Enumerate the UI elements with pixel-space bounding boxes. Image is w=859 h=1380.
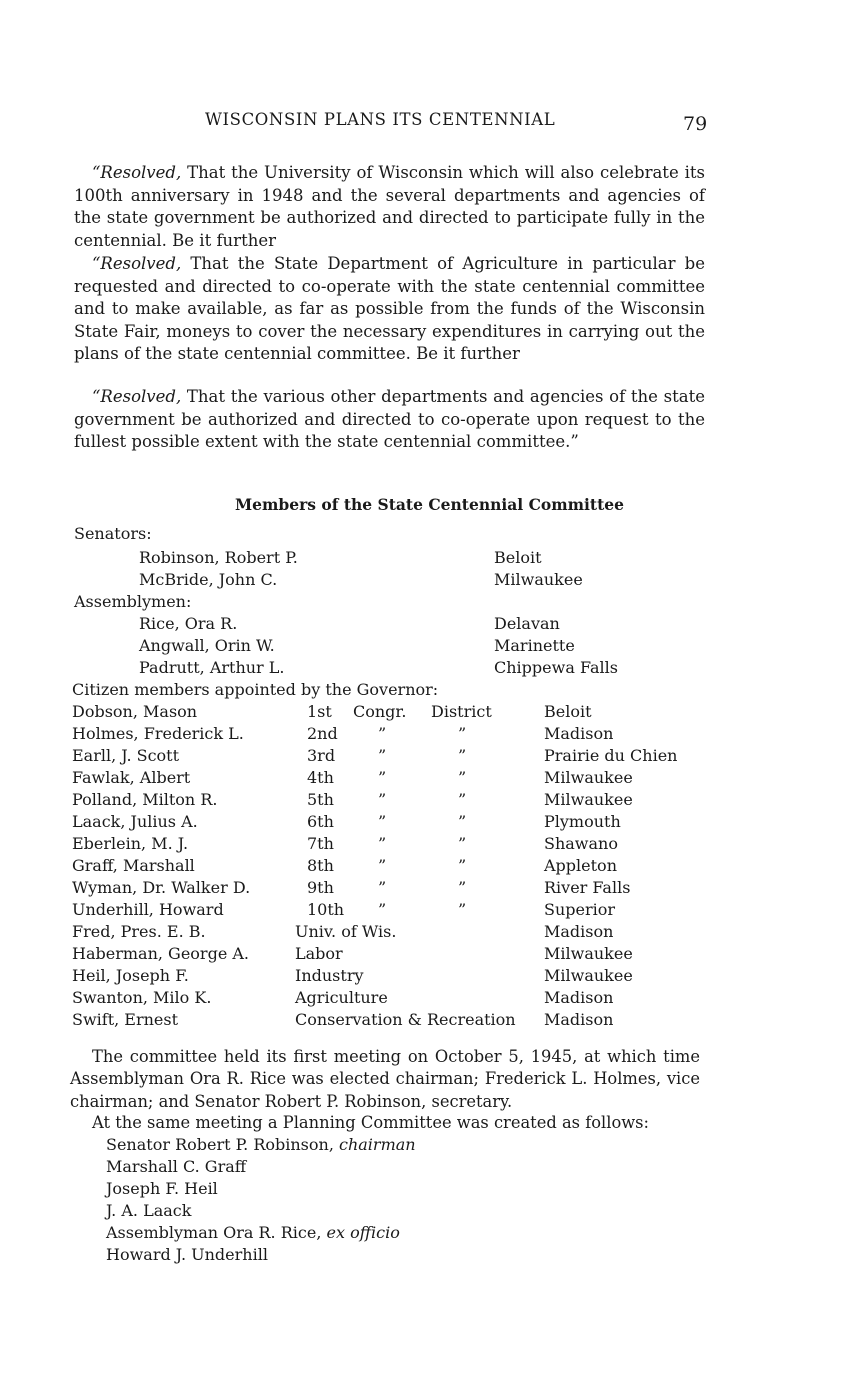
- citizen-name: Dobson, Mason: [72, 702, 198, 721]
- citizen-city: Madison: [544, 988, 614, 1007]
- planning-member-role: chairman: [333, 1135, 416, 1154]
- citizens-label: Citizen members appointed by the Governor:: [72, 680, 439, 699]
- member-name: Angwall, Orin W.: [139, 636, 275, 655]
- citizen-congr: ”: [378, 900, 387, 919]
- resolution-text: That the University of Wisconsin which will also celebrate its 100th anniversary in 1948 and the several departments and agencies of the state government be authorized and directed to participate fully in the centennial. Be it further: [74, 163, 705, 250]
- member-name: Rice, Ora R.: [139, 614, 238, 633]
- planning-member-name: Marshall C. Graff: [106, 1157, 247, 1176]
- citizen-city: Milwaukee: [544, 790, 633, 809]
- meeting-text: The committee held its first meeting on October 5, 1945, at which time Assemblyman Ora R. Rice was elected chairman; Frederick L. Holmes, vice chairman; and Senator Robert P. Robinson, secretary.: [70, 1047, 700, 1111]
- citizen-congr: ”: [378, 856, 387, 875]
- citizen-city: Appleton: [544, 856, 617, 875]
- resolution-paragraph: [74, 386, 705, 454]
- citizen-name: Heil, Joseph F.: [72, 966, 189, 985]
- citizen-district-label: District: [431, 702, 492, 721]
- citizen-congr: ”: [378, 790, 387, 809]
- citizen-district: Univ. of Wis.: [295, 922, 397, 941]
- resolution-lead: “Resolved,: [92, 254, 182, 273]
- member-city: Delavan: [494, 614, 560, 633]
- planning-member: [106, 1179, 218, 1198]
- citizen-district-label: ”: [458, 724, 467, 743]
- planning-member-name: Joseph F. Heil: [106, 1179, 218, 1198]
- page-number: 79: [683, 113, 708, 135]
- citizen-district-label: ”: [458, 768, 467, 787]
- citizen-name: Swift, Ernest: [72, 1010, 179, 1029]
- resolution-lead: “Resolved,: [92, 387, 182, 406]
- citizen-city: River Falls: [544, 878, 631, 897]
- citizen-city: Superior: [544, 900, 616, 919]
- meeting-paragraph: [70, 1046, 700, 1113]
- citizen-name: Wyman, Dr. Walker D.: [72, 878, 251, 897]
- citizen-city: Madison: [544, 724, 614, 743]
- section-heading: Members of the State Centennial Committee: [235, 495, 624, 514]
- citizen-congr: ”: [378, 812, 387, 831]
- citizen-district: Labor: [295, 944, 343, 963]
- planning-intro: At the same meeting a Planning Committee was created as follows:: [92, 1113, 650, 1132]
- citizen-name: Holmes, Frederick L.: [72, 724, 244, 743]
- citizen-district: 5th: [307, 790, 334, 809]
- citizen-district: 3rd: [307, 746, 336, 765]
- citizen-city: Milwaukee: [544, 944, 633, 963]
- citizen-congr: ”: [378, 746, 387, 765]
- planning-member-name: Senator Robert P. Robinson,: [106, 1135, 334, 1154]
- planning-member-name: J. A. Laack: [106, 1201, 192, 1220]
- citizen-city: Plymouth: [544, 812, 621, 831]
- citizen-city: Milwaukee: [544, 768, 633, 787]
- planning-member-role: ex officio: [321, 1223, 400, 1242]
- citizen-name: Graff, Marshall: [72, 856, 195, 875]
- planning-member: [106, 1201, 191, 1220]
- assemblymen-label: Assemblymen:: [74, 592, 192, 611]
- citizen-district: 4th: [307, 768, 334, 787]
- citizen-district: 2nd: [307, 724, 338, 743]
- citizen-district-label: ”: [458, 856, 467, 875]
- citizen-name: Swanton, Milo K.: [72, 988, 212, 1007]
- citizen-name: Underhill, Howard: [72, 900, 224, 919]
- member-city: Marinette: [494, 636, 575, 655]
- citizen-district: Agriculture: [295, 988, 388, 1007]
- citizen-name: Eberlein, M. J.: [72, 834, 189, 853]
- planning-member-name: Howard J. Underhill: [106, 1245, 268, 1264]
- citizen-congr: ”: [378, 768, 387, 787]
- citizen-city: Prairie du Chien: [544, 746, 678, 765]
- citizen-district-label: ”: [458, 812, 467, 831]
- citizen-district: Conservation & Recreation: [295, 1010, 516, 1029]
- running-head: WISCONSIN PLANS ITS CENTENNIAL: [205, 110, 556, 129]
- citizen-district: 9th: [307, 878, 334, 897]
- member-name: McBride, John C.: [139, 570, 278, 589]
- citizen-congr: Congr.: [353, 702, 407, 721]
- citizen-name: Polland, Milton R.: [72, 790, 218, 809]
- planning-member: [106, 1245, 268, 1264]
- resolution-lead: “Resolved,: [92, 163, 182, 182]
- citizen-district: 8th: [307, 856, 334, 875]
- planning-member-name: Assemblyman Ora R. Rice,: [106, 1223, 322, 1242]
- citizen-district: 10th: [307, 900, 345, 919]
- citizen-district: 1st: [307, 702, 332, 721]
- resolution-paragraph: [74, 253, 705, 366]
- citizen-city: Madison: [544, 922, 614, 941]
- citizen-congr: ”: [378, 834, 387, 853]
- citizen-district-label: ”: [458, 900, 467, 919]
- citizen-city: Milwaukee: [544, 966, 633, 985]
- citizen-name: Fred, Pres. E. B.: [72, 922, 206, 941]
- citizen-name: Fawlak, Albert: [72, 768, 191, 787]
- citizen-city: Madison: [544, 1010, 614, 1029]
- citizen-district: 7th: [307, 834, 334, 853]
- citizen-name: Earll, J. Scott: [72, 746, 180, 765]
- resolution-text: That the various other departments and agencies of the state government be authorized and directed to co-operate upon request to the fullest possible extent with the state centennial committee.”: [74, 387, 705, 452]
- member-city: Chippewa Falls: [494, 658, 618, 677]
- senators-label: Senators:: [74, 524, 152, 543]
- member-city: Milwaukee: [494, 570, 583, 589]
- citizen-name: Laack, Julius A.: [72, 812, 198, 831]
- citizen-city: Shawano: [544, 834, 618, 853]
- planning-member: [106, 1223, 400, 1242]
- member-name: Padrutt, Arthur L.: [139, 658, 285, 677]
- citizen-district: 6th: [307, 812, 334, 831]
- citizen-congr: ”: [378, 878, 387, 897]
- member-city: Beloit: [494, 548, 542, 567]
- member-name: Robinson, Robert P.: [139, 548, 298, 567]
- resolution-paragraph: [74, 162, 705, 252]
- resolution-text: That the State Department of Agriculture in particular be requested and directed to co-operate with the state centennial committee and to make available, as far as possible from the funds of the Wisconsin State Fair, moneys to cover the necessary expenditures in carrying out the plans of the state centennial committee. Be it further: [74, 254, 705, 364]
- citizen-district-label: ”: [458, 878, 467, 897]
- planning-member: [106, 1135, 416, 1154]
- citizen-district-label: ”: [458, 834, 467, 853]
- citizen-district-label: ”: [458, 790, 467, 809]
- citizen-district: Industry: [295, 966, 364, 985]
- citizen-city: Beloit: [544, 702, 592, 721]
- planning-member: [106, 1157, 246, 1176]
- citizen-name: Haberman, George A.: [72, 944, 250, 963]
- citizen-district-label: ”: [458, 746, 467, 765]
- citizen-congr: ”: [378, 724, 387, 743]
